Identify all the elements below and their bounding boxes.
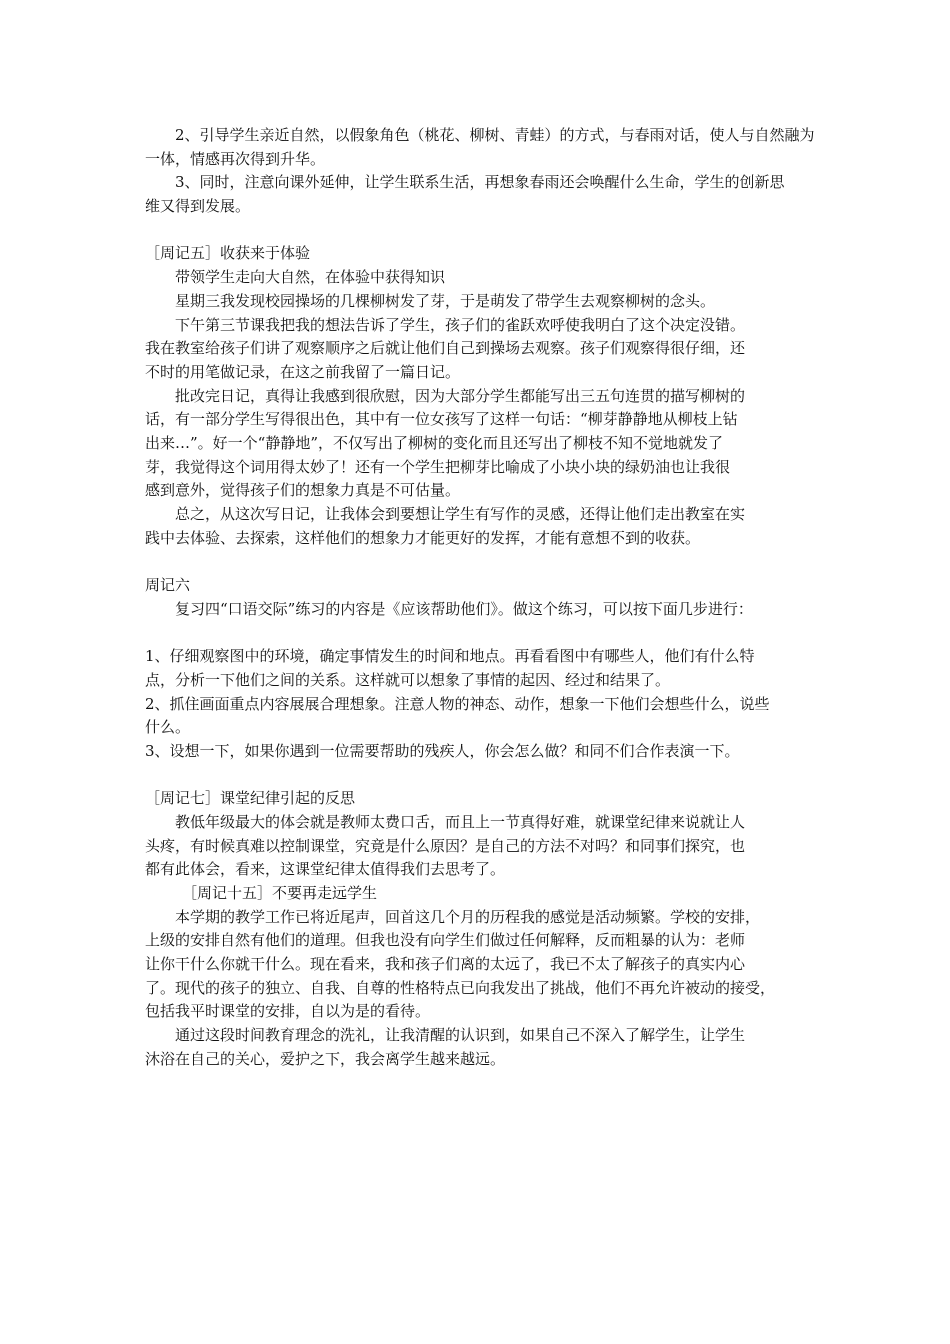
paragraph [145,290,810,314]
text-line: 头疼，有时候真难以控制课堂，究竟是什么原因？是自己的方法不对吗？和同事们探究，也 [145,836,746,855]
text-line: 感到意外，觉得孩子们的想象力真是不可估量。 [145,481,461,500]
paragraph [145,906,810,1024]
section-subheading [145,882,810,906]
section-heading [145,787,810,811]
text-line: 总之，从这次写日记，让我体会到要想让学生有写作的灵感，还得让他们走出教室在实 [175,505,746,523]
text-line: 点，分析一下他们之间的关系。这样就可以想象了事情的起因、经过和结果了。 [145,670,671,689]
text-line: 下午第三节课我把我的想法告诉了学生，孩子们的雀跃欢呼使我明白了这个决定没错。 [175,315,746,334]
section-gap [145,764,810,788]
section-heading [145,242,810,266]
text-line: 星期三我发现校园操场的几棵柳树发了芽，于是萌发了带学生去观察柳树的念头。 [175,291,716,310]
paragraph [145,266,810,290]
text-line: 批改完日记，真得让我感到很欣慰，因为大部分学生都能写出三五句连贯的描写柳树的 [175,386,746,405]
text-line: 1、仔细观察图中的环境，确定事情发生的时间和地点。再看看图中有哪些人，他们有什么特 [145,647,755,666]
text-line: 出来…”。好一个“静静地”，不仅写出了柳树的变化而且还写出了柳枝不知不觉地就发了 [145,433,724,452]
text-line: 我在教室给孩子们讲了观察顺序之后就让他们自己到操场去观察。孩子们观察得很仔细，还 [145,339,746,358]
list-item [145,693,810,740]
text-line: 周记六 [145,576,191,595]
text-line: 包括我平时课堂的安排，自以为是的看待。 [145,1002,431,1021]
text-line: 都有此体会，看来，这课堂纪律太值得我们去思考了。 [145,860,506,879]
text-line: 什么。 [145,718,191,737]
text-line: 一体，情感再次得到升华。 [145,149,326,168]
text-line: ［周记五］收获来于体验 [145,244,311,263]
paragraph [145,124,815,171]
text-line: 践中去体验、去探索，这样他们的想象力才能更好的发挥，才能有意想不到的收获。 [145,528,701,547]
text-line: 通过这段时间教育理念的洗礼，让我清醒的认识到，如果自己不深入了解学生，让学生 [175,1026,746,1045]
text-line: 芽，我觉得这个词用得太妙了！还有一个学生把柳芽比喻成了小块小块的绿奶油也让我很 [145,457,731,476]
paragraph [145,314,810,385]
text-line: 2、引导学生亲近自然，以假象角色（桃花、柳树、青蛙）的方式，与春雨对话，使人与自然融为 [175,126,815,144]
paragraph [145,811,810,882]
paragraph [145,385,810,503]
text-line: 话，有一部分学生写得很出色，其中有一位女孩写了这样一句话：“柳芽静静地从柳枝上钻 [145,410,738,429]
text-line: 上级的安排自然有他们的道理。但我也没有向学生们做过任何解释，反而粗暴的认为：老师 [145,931,746,950]
text-line: ［周记七］课堂纪律引起的反思 [145,789,356,808]
text-line: 不时的用笔做记录，在这之前我留了一篇日记。 [145,362,461,381]
text-line: 让你干什么你就干什么。现在看来，我和孩子们离的太远了，我已不太了解孩子的真实内心 [145,955,746,974]
text-line: ［周记十五］不要再走远学生 [182,884,378,902]
section-gap [145,550,810,574]
text-line: 本学期的教学工作已将近尾声，回首这几个月的历程我的感觉是活动频繁。学校的安排， [175,907,761,926]
text-line: 3、同时，注意向课外延伸，让学生联系生活，再想象春雨还会唤醒什么生命，学生的创新思 [175,173,785,192]
document-body [145,124,815,1072]
text-line: 2、抓住画面重点内容展展合理想象。注意人物的神态、动作，想象一下他们会想些什么，说些 [145,694,770,713]
text-line: 维又得到发展。 [145,197,251,216]
paragraph [145,1024,810,1071]
text-line: 了。现代的孩子的独立、自我、自尊的性格特点已向我发出了挑战，他们不再允许被动的接受， [145,978,776,997]
list-item [145,645,810,692]
text-line: 复习四“口语交际”练习的内容是《应该帮助他们》。做这个练习，可以按下面几步进行： [175,599,753,618]
section-gap [145,219,810,243]
list-item [145,740,810,764]
text-line: 带领学生走向大自然，在体验中获得知识 [175,268,446,287]
text-line: 教低年级最大的体会就是教师太费口舌，而且上一节真得好难，就课堂纪律来说就让人 [175,812,746,831]
paragraph [145,503,810,550]
paragraph [145,598,810,622]
text-line: 沐浴在自己的关心，爱护之下，我会离学生越来越远。 [145,1049,506,1068]
blank-line [145,621,810,645]
paragraph [145,171,810,218]
text-line: 3、设想一下，如果你遇到一位需要帮助的残疾人，你会怎么做？和同不们合作表演一下。 [145,741,740,760]
section-heading [145,574,810,598]
